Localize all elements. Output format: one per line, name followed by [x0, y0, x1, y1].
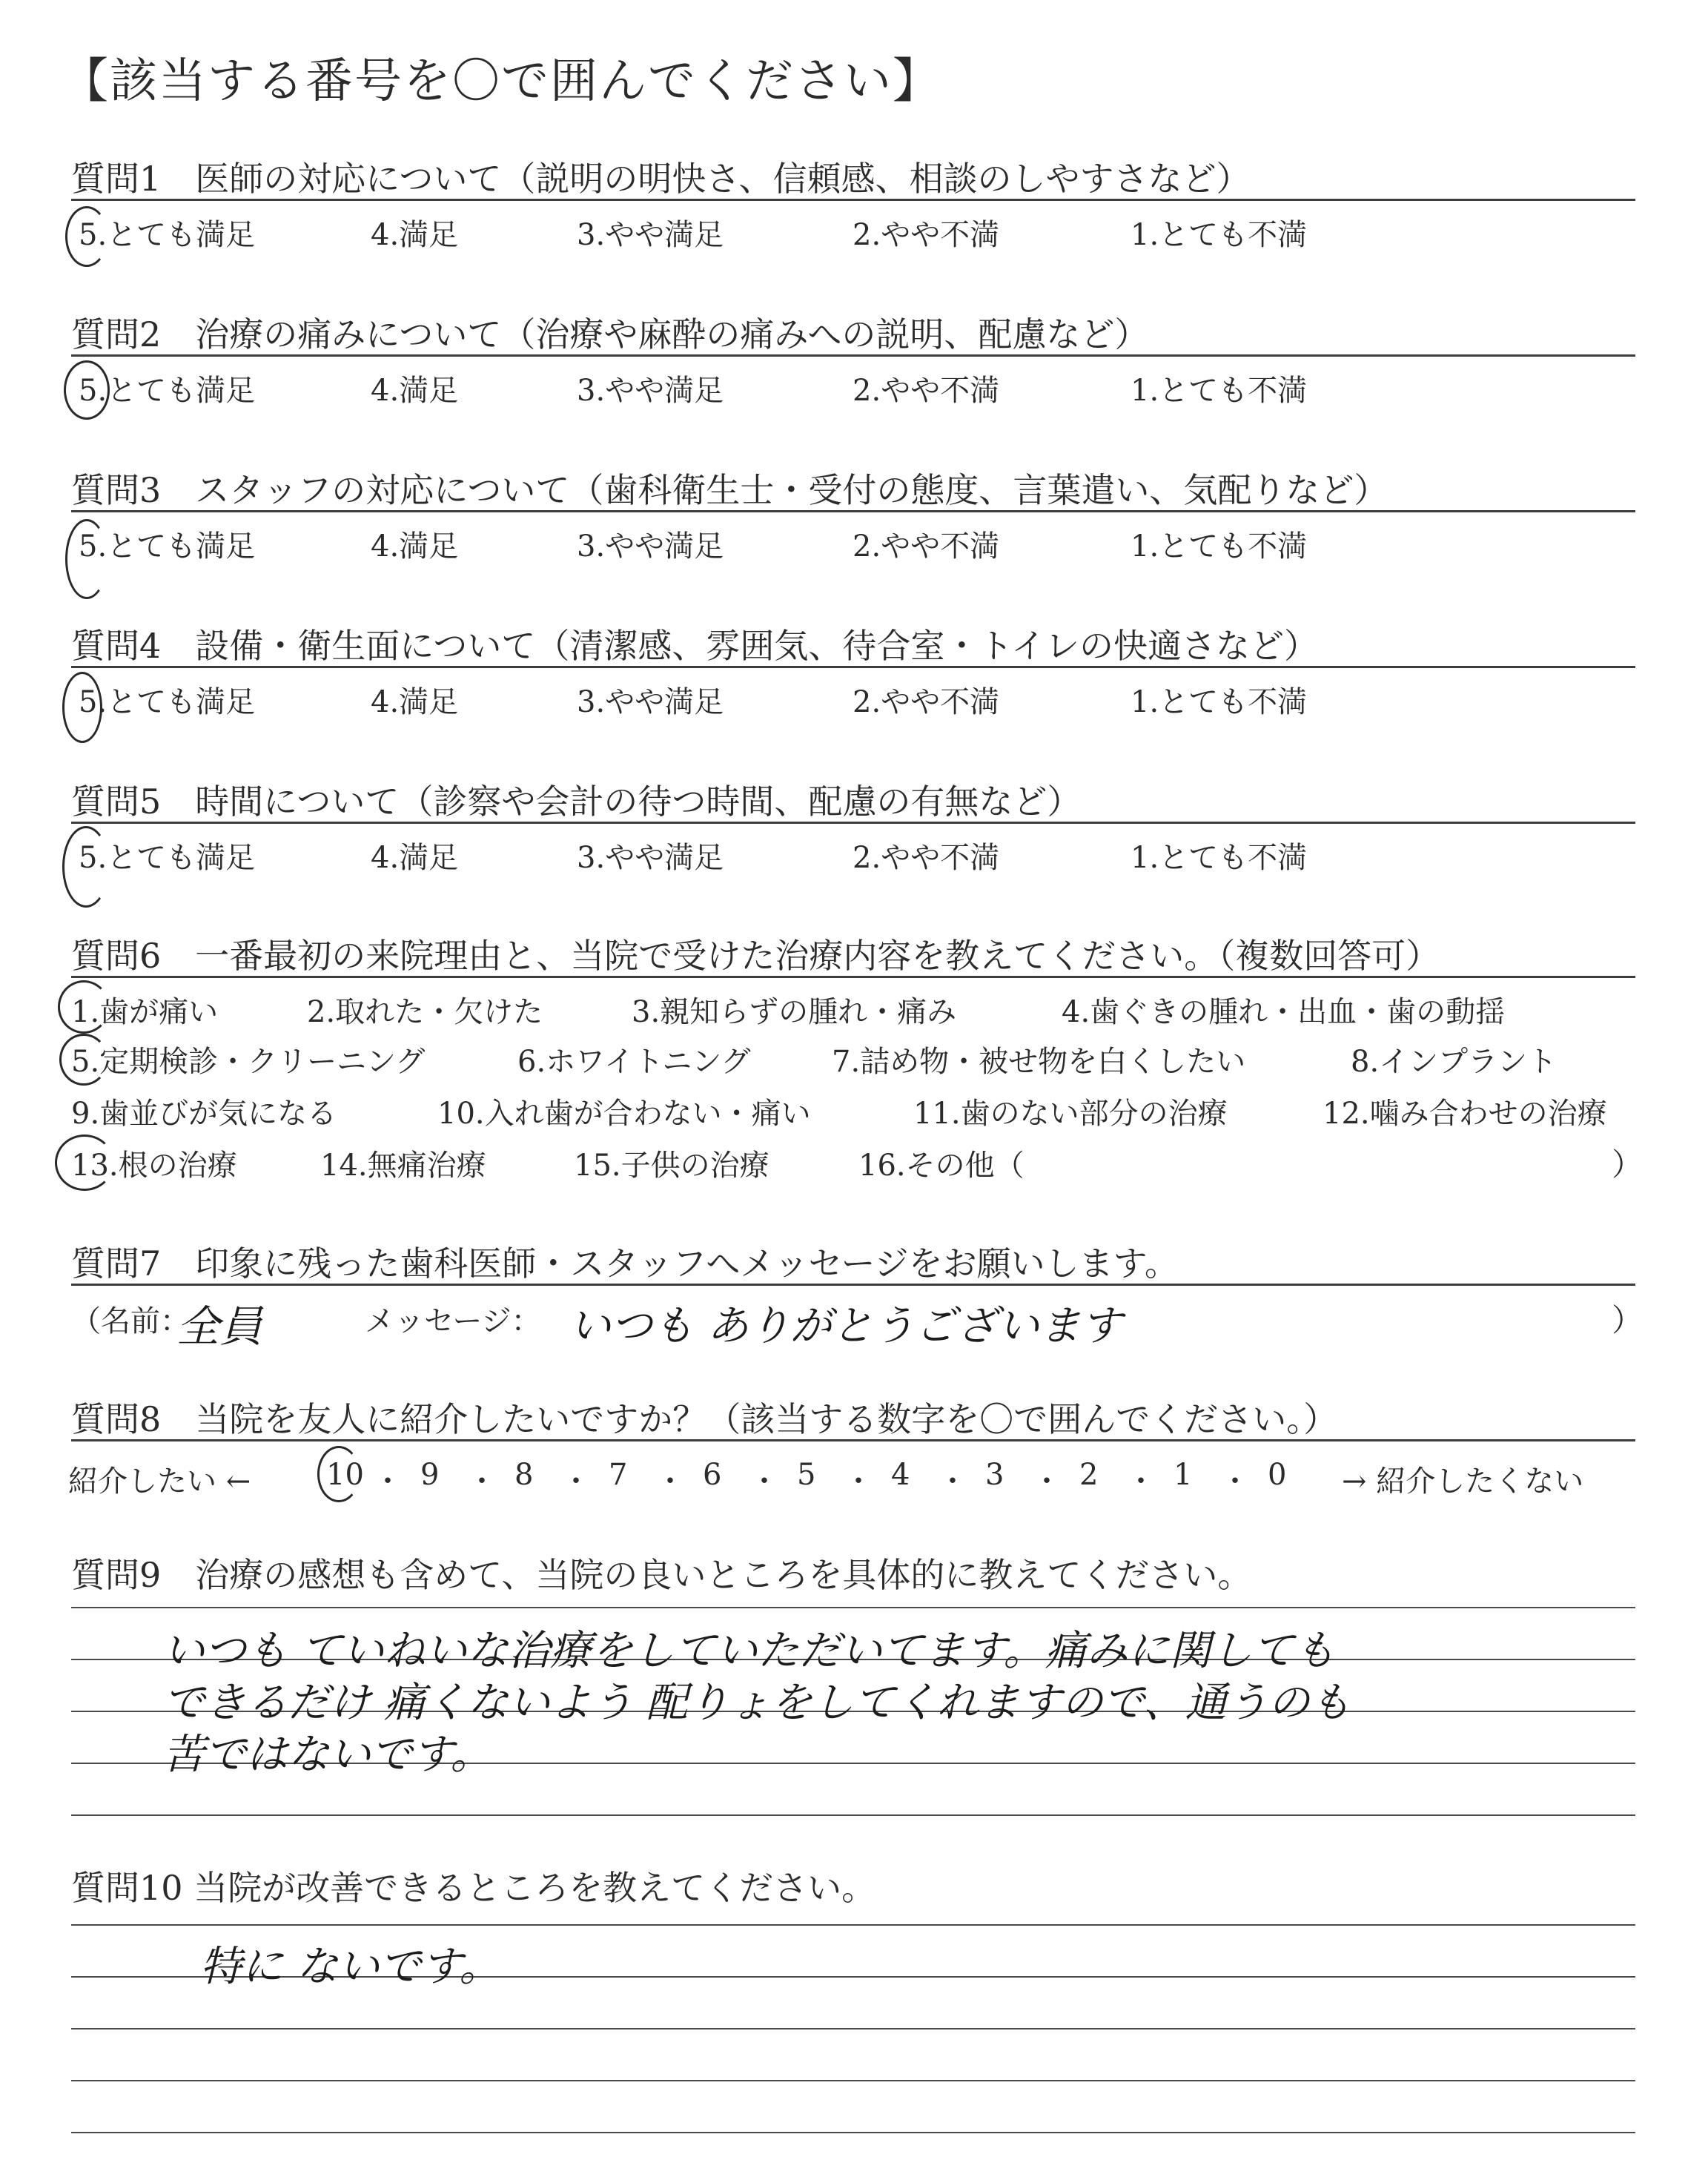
q3-option-4[interactable]: 4.満足 — [371, 529, 459, 564]
q6-option-12[interactable]: 12.噛み合わせの治療 — [1323, 1097, 1607, 1131]
q1-option-5[interactable]: 5.とても満足 — [79, 218, 256, 252]
q9-answer-line-1[interactable]: いつも ていねいな治療をしていただいてます。痛みに関しても — [163, 1627, 1336, 1675]
q7-name-value[interactable]: 全員 — [176, 1301, 263, 1352]
q5-title: 質問5 時間について（診察や会計の待つ時間、配慮の有無など） — [71, 782, 1082, 822]
q5-option-3[interactable]: 3.やや満足 — [577, 841, 724, 875]
q9-title: 質問9 治療の感想も含めて、当院の良いところを具体的に教えてください。 — [71, 1555, 1252, 1595]
q6-option-8[interactable]: 8.インプラント — [1351, 1045, 1558, 1079]
q8-scale-4[interactable]: 4 — [891, 1458, 910, 1492]
q8-scale-separator: ・ — [1032, 1464, 1062, 1499]
q2-option-5[interactable]: 5.とても満足 — [79, 374, 256, 408]
q3-option-5[interactable]: 5.とても満足 — [79, 529, 256, 564]
q3-option-3[interactable]: 3.やや満足 — [577, 529, 724, 564]
q5-option-1[interactable]: 1.とても不満 — [1131, 841, 1308, 875]
q8-scale-separator: ・ — [373, 1464, 403, 1499]
q4-option-2[interactable]: 2.やや不満 — [853, 685, 1000, 719]
q1-option-4[interactable]: 4.満足 — [371, 218, 459, 252]
q7-rule — [71, 1284, 1635, 1286]
q6-option-14[interactable]: 14.無痛治療 — [320, 1149, 486, 1183]
q2-rule — [71, 354, 1635, 357]
q8-scale-6[interactable]: 6 — [703, 1458, 722, 1492]
q1-title: 質問1 医師の対応について（説明の明快さ、信頼感、相談のしやすさなど） — [71, 159, 1251, 199]
q8-scale-separator: ・ — [467, 1464, 497, 1499]
q2-option-2[interactable]: 2.やや不満 — [853, 374, 1000, 408]
q4-rule — [71, 666, 1635, 668]
q1-option-3[interactable]: 3.やや満足 — [577, 218, 724, 252]
q5-option-2[interactable]: 2.やや不満 — [853, 841, 1000, 875]
q6-option-13[interactable]: 13.根の治療 — [71, 1149, 237, 1183]
q9-answer-line-3[interactable]: 苦ではないです。 — [163, 1731, 492, 1779]
q5-option-5[interactable]: 5.とても満足 — [79, 841, 256, 875]
q6-option-3[interactable]: 3.親知らずの腫れ・痛み — [632, 995, 957, 1029]
q10-line-1 — [71, 1924, 1635, 1926]
q8-scale-separator: ・ — [749, 1464, 779, 1499]
q8-scale-0[interactable]: 0 — [1268, 1458, 1287, 1492]
q6-selection-circle-1 — [58, 980, 110, 1034]
q6-option-6[interactable]: 6.ホワイトニング — [517, 1045, 751, 1079]
q6-option-15[interactable]: 15.子供の治療 — [574, 1149, 769, 1183]
q8-scale-9[interactable]: 9 — [420, 1458, 440, 1492]
q5-rule — [71, 822, 1635, 824]
q10-title: 質問10 当院が改善できるところを教えてください。 — [71, 1868, 876, 1908]
q8-scale-separator: ・ — [561, 1464, 591, 1499]
q8-scale-10[interactable]: 10 — [326, 1458, 364, 1492]
q3-title: 質問3 スタッフの対応について（歯科衛生士・受付の態度、言葉遣い、気配りなど） — [71, 470, 1388, 510]
q6-option-4[interactable]: 4.歯ぐきの腫れ・出血・歯の動揺 — [1062, 995, 1506, 1029]
q4-option-3[interactable]: 3.やや満足 — [577, 685, 724, 719]
q3-selection-circle — [65, 519, 108, 599]
q6-option-11[interactable]: 11.歯のない部分の治療 — [913, 1097, 1228, 1131]
q10-line-4 — [71, 2080, 1635, 2081]
q7-message-label: メッセージ： — [365, 1304, 541, 1338]
form-header: 【該当する番号を〇で囲んでください】 — [61, 54, 941, 109]
q2-selection-circle — [64, 360, 110, 420]
q4-option-1[interactable]: 1.とても不満 — [1131, 685, 1308, 719]
q6-option-2[interactable]: 2.取れた・欠けた — [307, 995, 543, 1029]
q2-title: 質問2 治療の痛みについて（治療や麻酔の痛みへの説明、配慮など） — [71, 314, 1149, 354]
q6-selection-circle-5 — [59, 1034, 108, 1086]
q6-option-7[interactable]: 7.詰め物・被せ物を白くしたい — [832, 1045, 1246, 1079]
q8-scale-3[interactable]: 3 — [985, 1458, 1004, 1492]
q10-answer[interactable]: 特に ないです。 — [200, 1943, 501, 1991]
q6-rule — [71, 976, 1635, 978]
q9-line-5 — [71, 1814, 1635, 1816]
q2-option-4[interactable]: 4.満足 — [371, 374, 459, 408]
q3-rule — [71, 510, 1635, 512]
q8-scale-5[interactable]: 5 — [797, 1458, 816, 1492]
q4-selection-circle — [62, 672, 102, 743]
q4-option-4[interactable]: 4.満足 — [371, 685, 459, 719]
q7-title: 質問7 印象に残った歯科医師・スタッフへメッセージをお願いします。 — [71, 1244, 1179, 1284]
q8-scale-1[interactable]: 1 — [1174, 1458, 1193, 1492]
q8-selection-circle — [317, 1446, 360, 1502]
q4-title: 質問4 設備・衛生面について（清潔感、雰囲気、待合室・トイレの快適さなど） — [71, 626, 1319, 666]
q9-line-1 — [71, 1607, 1635, 1608]
q8-scale-2[interactable]: 2 — [1079, 1458, 1099, 1492]
q5-option-4[interactable]: 4.満足 — [371, 841, 459, 875]
q8-scale-separator: ・ — [938, 1464, 967, 1499]
q7-close-paren: ） — [1612, 1302, 1644, 1338]
q4-option-5[interactable]: 5.とても満足 — [79, 685, 256, 719]
q5-selection-circle — [62, 826, 110, 908]
q7-message-value[interactable]: いつも ありがとうございます — [569, 1302, 1122, 1350]
q8-scale-separator: ・ — [655, 1464, 685, 1499]
q1-rule — [71, 199, 1635, 201]
q2-option-1[interactable]: 1.とても不満 — [1131, 374, 1308, 408]
q7-name-label: （名前： — [71, 1304, 190, 1338]
q8-title: 質問8 当院を友人に紹介したいですか？（該当する数字を〇で囲んでください。） — [71, 1399, 1338, 1439]
q6-selection-circle-13 — [55, 1135, 114, 1191]
q6-option-5[interactable]: 5.定期検診・クリーニング — [71, 1045, 426, 1079]
q6-option-10[interactable]: 10.入れ歯が合わない・痛い — [437, 1097, 811, 1131]
q1-selection-circle — [65, 206, 108, 267]
q1-option-1[interactable]: 1.とても不満 — [1131, 218, 1308, 252]
q8-left-label: 紹介したい ← — [68, 1464, 251, 1499]
q2-option-3[interactable]: 3.やや満足 — [577, 374, 724, 408]
q10-line-5 — [71, 2132, 1635, 2133]
q8-scale-separator: ・ — [1126, 1464, 1156, 1499]
q3-option-1[interactable]: 1.とても不満 — [1131, 529, 1308, 564]
q8-scale-separator: ・ — [1220, 1464, 1250, 1499]
q8-rule — [71, 1439, 1635, 1441]
q6-option-16[interactable]: 16.その他（ — [858, 1149, 1025, 1183]
q6-option-9[interactable]: 9.歯並びが気になる — [71, 1097, 337, 1131]
q8-right-label: → 紹介したくない — [1342, 1464, 1584, 1499]
q8-scale-7[interactable]: 7 — [609, 1458, 628, 1492]
q6-other-close-paren: ） — [1612, 1146, 1644, 1183]
q10-line-3 — [71, 2028, 1635, 2029]
q1-option-2[interactable]: 2.やや不満 — [853, 218, 1000, 252]
q9-answer-line-2[interactable]: できるだけ 痛くないよう 配りょをしてくれますので、通うのも — [163, 1679, 1351, 1727]
q3-option-2[interactable]: 2.やや不満 — [853, 529, 1000, 564]
q8-scale-separator: ・ — [844, 1464, 873, 1499]
q8-scale-8[interactable]: 8 — [514, 1458, 534, 1492]
q6-option-1[interactable]: 1.歯が痛い — [71, 995, 219, 1029]
q6-title: 質問6 一番最初の来院理由と、当院で受けた治療内容を教えてください。（複数回答可） — [71, 936, 1440, 976]
